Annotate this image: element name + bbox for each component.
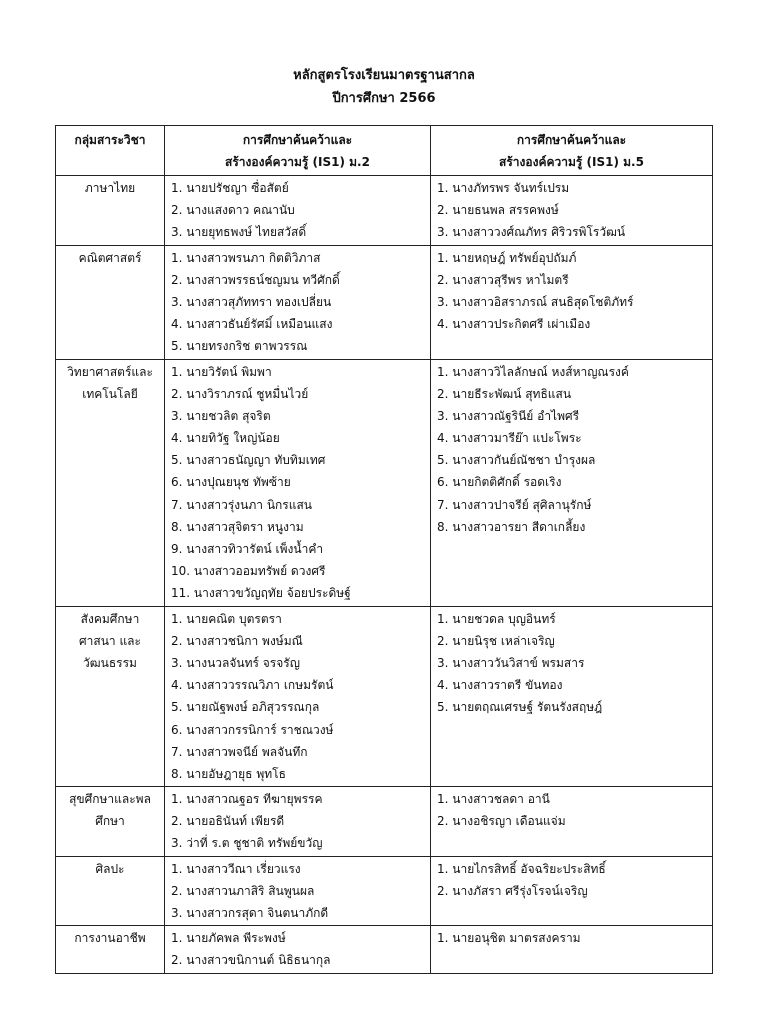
header-m5-line1: การศึกษาค้นคว้าและ [516, 133, 627, 147]
teacher-name: 3. นายชวลิต สุจริต [171, 408, 271, 423]
subject-cell [56, 606, 165, 787]
academic-year: ปีการศึกษา 2566 [332, 91, 436, 106]
subject-name-line: เทคโนโลยี [82, 386, 138, 401]
teacher-name: 2. นางสาวขนิกานต์ นิธิธนากุล [171, 953, 331, 968]
teacher-name: 10. นางสาวออมทรัพย์ ดวงศรี [171, 564, 326, 579]
header-m2-line1: การศึกษาค้นคว้าและ [242, 133, 353, 147]
subject-name-line: การงานอาชีพ [74, 931, 146, 946]
table-row [56, 926, 713, 973]
teacher-name: 4. นายทิวัฐ ใหญ่น้อย [171, 431, 280, 446]
teacher-name: 5. นายตฤณเศรษฐ์ รัตนรังสฤษฎ์ [437, 700, 603, 715]
teacher-name: 7. นางสาวรุ่งนภา นิกรแสน [171, 497, 313, 512]
table-row [56, 856, 713, 926]
teacher-name: 4. นางสาวมารีย๊า แปะโพระ [437, 431, 582, 446]
teacher-name: 3. นางสาวณัฐรินีย์ อำไพศรี [437, 408, 580, 423]
teacher-name: 1. นางสาววีณา เรี่ยวแรง [171, 861, 301, 876]
teacher-name: 1. นายภัคพล พีระพงษ์ [171, 931, 286, 946]
teacher-name: 1. นางสาวชลดา อานี [437, 792, 550, 807]
teacher-name: 2. นางภัสรา ศรีรุ่งโรจน์เจริญ [437, 883, 588, 898]
teacher-name: 5. นางสาวกันย์ณัชชา บำรุงผล [437, 453, 596, 468]
teacher-name: 3. นางสาววงศ์ณภัทร ศิริวรพิโรวัฒน์ [437, 225, 626, 240]
teachers-m2-cell [165, 176, 431, 246]
teacher-name: 3. นางนวลจันทร์ จรจรัญ [171, 655, 300, 670]
teacher-name: 11. นางสาวขวัญฤทัย จ้อยประดิษฐ์ [171, 586, 351, 601]
teacher-name: 4. นางสาววรรณวิภา เกษมรัตน์ [171, 678, 334, 693]
teacher-name: 2. นางสาวชนิกา พงษ์มณี [171, 633, 303, 648]
teacher-name: 1. นางภัทรพร จันทร์เปรม [437, 181, 570, 195]
teachers-m5-cell [431, 787, 713, 857]
header-subject-group: กลุ่มสาระวิชา [56, 126, 165, 176]
teacher-name: 4. นางสาวธันย์รัศมิ์ เหมือนแสง [171, 317, 333, 332]
subject-name-line: สุขศึกษาและพล [69, 792, 151, 807]
teacher-name: 1. นายคณิต บุตรตรา [171, 611, 282, 626]
teacher-name: 5. นางสาวธนัญญา ทับทิมเทศ [171, 453, 326, 468]
teachers-m5-cell [431, 176, 713, 246]
subject-cell [56, 359, 165, 606]
table-row [56, 245, 713, 359]
subject-name-line: ศิลปะ [95, 861, 125, 876]
teacher-name: 7. นางสาวปาจรีย์ สุศิลานุรักษ์ [437, 497, 592, 512]
table-header-row [56, 126, 713, 176]
teacher-name: 1. นายวิรัตน์ พิมพา [171, 364, 272, 379]
header-m5-line2: สร้างองค์ความรู้ (IS1) ม.5 [499, 155, 644, 169]
teacher-name: 2. นางสาวสุรีพร หาไมตรี [437, 272, 569, 287]
teachers-m2-cell [165, 926, 431, 973]
teacher-name: 4. นางสาวประกิตศรี เผ่าเมือง [437, 317, 591, 332]
teacher-name: 3. ว่าที่ ร.ต ชูชาติ ทรัพย์ขวัญ [171, 836, 323, 851]
document-title: หลักสูตรโรงเรียนมาตรฐานสากล [293, 68, 475, 83]
subject-name-line: วัฒนธรรม [83, 655, 137, 670]
table-row [56, 787, 713, 857]
teacher-name: 3. นางสาววันวิสาข์ พรมสาร [437, 655, 585, 670]
teachers-m2-cell [165, 787, 431, 857]
teacher-name: 3. นางสาวสุภัททรา ทองเปลี่ยน [171, 294, 332, 309]
subject-name-line: ศึกษา [95, 814, 125, 829]
teacher-name: 1. นางสาวพรนภา กิตติวิภาส [171, 250, 321, 265]
teacher-name: 2. นางสาวนภาสิริ สินพูนผล [171, 883, 315, 898]
teacher-name: 6. นางปุณยนุช ทัพซ้าย [171, 475, 291, 490]
teacher-name: 8. นางสาวอารยา สีดาเกลี้ยง [437, 519, 586, 534]
teachers-m2-cell [165, 606, 431, 787]
subject-name-line: คณิตศาสตร์ [78, 250, 142, 265]
header-m5 [431, 126, 713, 176]
teacher-name: 2. นายอธินันท์ เพียรดี [171, 814, 285, 829]
teacher-name: 2. นายธนพล สรรคพงษ์ [437, 203, 559, 218]
subject-name-line: วิทยาศาสตร์และ [67, 364, 153, 379]
teacher-name: 2. นางแสงดาว คณานับ [171, 203, 295, 218]
subject-cell [56, 787, 165, 857]
table-body [56, 176, 713, 974]
teacher-name: 2. นายธีระพัฒน์ สุทธิแสน [437, 386, 572, 401]
header-m2 [165, 126, 431, 176]
teacher-name: 1. นางสาวณฐอร ทีฆายุพรรค [171, 792, 323, 807]
teacher-name: 7. นางสาวพจนีย์ พลจันทึก [171, 744, 308, 759]
teacher-assignment-table [55, 125, 713, 974]
teachers-m5-cell [431, 926, 713, 973]
table-row [56, 359, 713, 606]
teacher-name: 1. นายปรัชญา ซื่อสัตย์ [171, 181, 289, 195]
teachers-m2-cell [165, 359, 431, 606]
teacher-name: 1. นางสาววิไลลักษณ์ หงส์หาญณรงค์ [437, 364, 629, 379]
teacher-name: 6. นางสาวกรรนิการ์ ราชณวงษ์ [171, 722, 334, 737]
teacher-name: 4. นางสาวราตรี ขันทอง [437, 678, 563, 693]
teacher-name: 1. นายไกรสิทธิ์ อัจฉริยะประสิทธิ์ [437, 861, 606, 876]
subject-name-line: สังคมศึกษา [80, 611, 140, 626]
subject-cell [56, 856, 165, 926]
subject-name-line: ภาษาไทย [84, 181, 136, 195]
subject-name-line: ศาสนา และ [79, 633, 141, 648]
subject-cell [56, 176, 165, 246]
teacher-name: 5. นายทรงกริช ตาพวรรณ [171, 339, 308, 354]
teachers-m2-cell [165, 856, 431, 926]
teacher-name: 2. นางสาวพรรธน์ชญมน ทวีศักดิ์ [171, 272, 340, 287]
teachers-m5-cell [431, 359, 713, 606]
teacher-name: 3. นางสาวอิสราภรณ์ สนธิสุดโชติภัทร์ [437, 294, 634, 309]
teacher-name: 2. นางอชิรญา เดือนแจ่ม [437, 814, 566, 829]
teacher-name: 2. นายนิรุช เหล่าเจริญ [437, 633, 555, 648]
teachers-m5-cell [431, 606, 713, 787]
teacher-name: 3. นางสาวกรสุดา จินตนาภักดี [171, 906, 329, 920]
teachers-m2-cell [165, 245, 431, 359]
teachers-m5-cell [431, 856, 713, 926]
teacher-name: 8. นางสาวสุจิตรา หนูงาม [171, 519, 304, 534]
subject-cell [56, 245, 165, 359]
teachers-m5-cell [431, 245, 713, 359]
table-row [56, 606, 713, 787]
teacher-name: 3. นายยุทธพงษ์ ไทยสวัสดิ์ [171, 225, 307, 240]
teacher-name: 1. นายหฤษฎ์ ทรัพย์อุปถัมภ์ [437, 250, 577, 265]
teacher-name: 6. นายกิตติศักดิ์ รอดเริง [437, 475, 562, 490]
teacher-name: 1. นายชวดล บุญอินทร์ [437, 611, 556, 626]
teacher-name: 1. นายอนุชิต มาตรสงคราม [437, 931, 581, 946]
teacher-name: 8. นายอัษฎายุธ พุทโธ [171, 766, 286, 781]
teacher-name: 9. นางสาวทิวารัตน์ เพ็งน้ำคำ [171, 542, 324, 556]
table-row [56, 176, 713, 246]
subject-cell [56, 926, 165, 973]
teacher-name: 5. นายณัฐพงษ์ อภิสุวรรณกุล [171, 700, 320, 715]
header-m2-line2: สร้างองค์ความรู้ (IS1) ม.2 [225, 155, 370, 169]
teacher-name: 2. นางวิราภรณ์ ชูหมื่นไวย์ [171, 386, 309, 401]
